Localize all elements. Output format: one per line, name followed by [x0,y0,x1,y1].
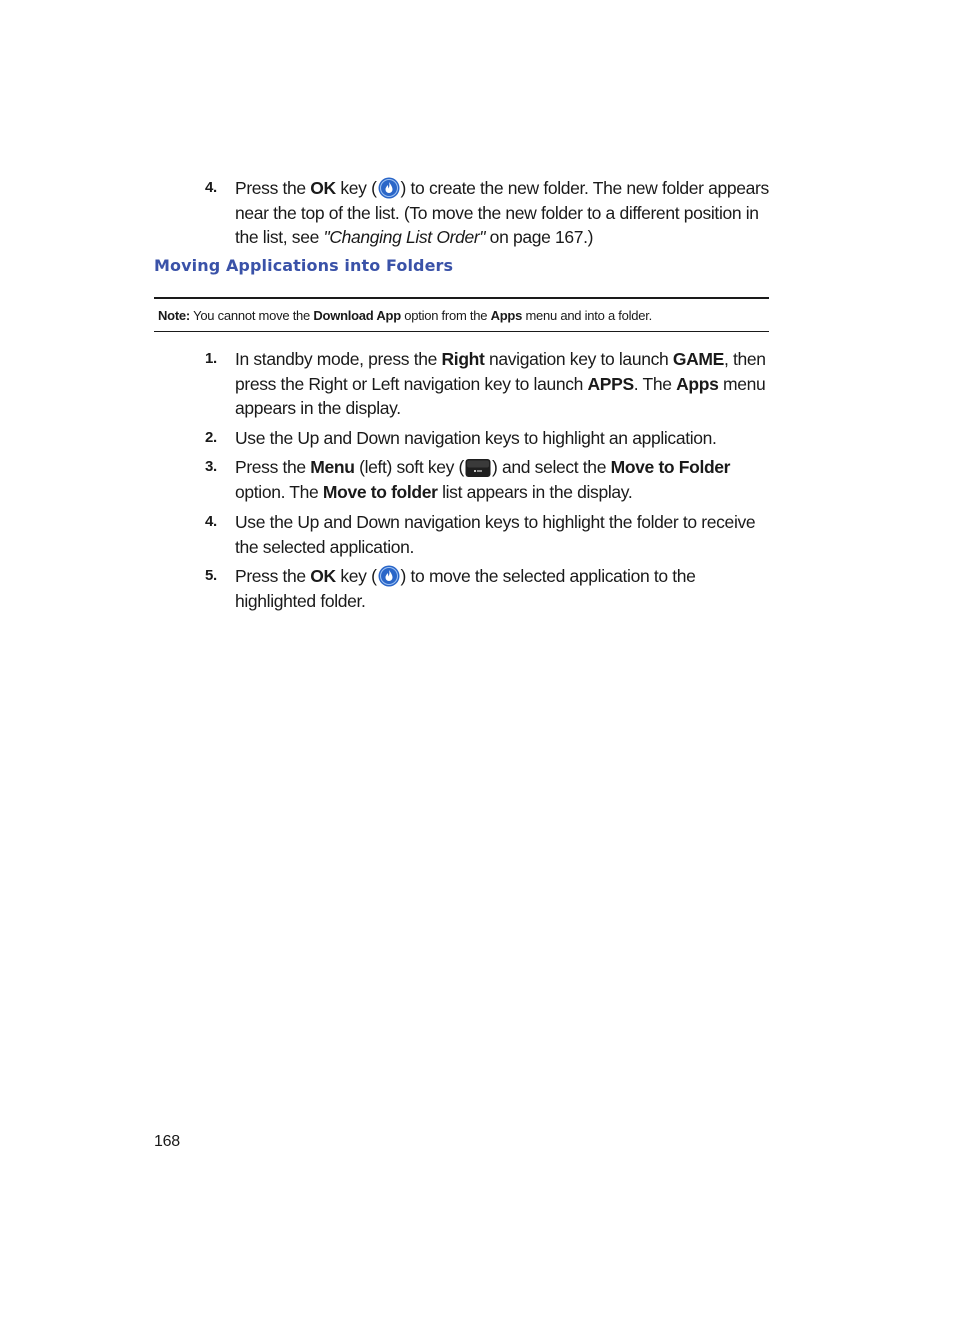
step-number: 4. [205,179,217,196]
note-box [154,297,769,332]
step-4 [205,510,770,559]
step-text: Press the Menu (left) soft key ( ) and select the Move to Folder option. The Move to folder list appears in the display. [235,457,731,502]
step-text: In standby mode, press the Right navigation key to launch GAME, then press the Right or Left navigation key to launch APPS. The Apps menu appears in the display. [235,349,766,418]
step-text: Use the Up and Down navigation keys to highlight the folder to receive the selected application. [235,512,756,557]
step-1 [205,347,770,421]
note-text: Note: You cannot move the Download App option from the Apps menu and into a folder. [158,308,652,323]
step-number: 2. [205,429,217,446]
step-text: Use the Up and Down navigation keys to highlight an application. [235,428,717,448]
step-text: Press the OK key ( ) to create the new folder. The new folder appears near the top of the list. (To move the new folder to a different position in the list, see "Changing List Order" on page 167.) [235,178,769,247]
menu-soft-key-icon [465,458,491,478]
step-create-folder [205,176,770,250]
step-3 [205,455,770,504]
ok-key-label: OK [310,178,336,198]
ok-key-icon [378,177,400,199]
step-number: 5. [205,567,217,584]
page-number: 168 [154,1133,180,1150]
step-text: Press the OK key ( ) to move the selected application to the highlighted folder. [235,566,696,611]
step-number: 3. [205,458,217,475]
section-heading: Moving Applications into Folders [154,256,454,275]
step-5 [205,564,770,613]
note-label: Note: [158,308,190,323]
cross-reference-link: "Changing List Order" [323,227,486,247]
ok-key-icon [378,565,400,587]
step-number: 1. [205,350,217,367]
step-number: 4. [205,513,217,530]
step-2 [205,426,770,451]
